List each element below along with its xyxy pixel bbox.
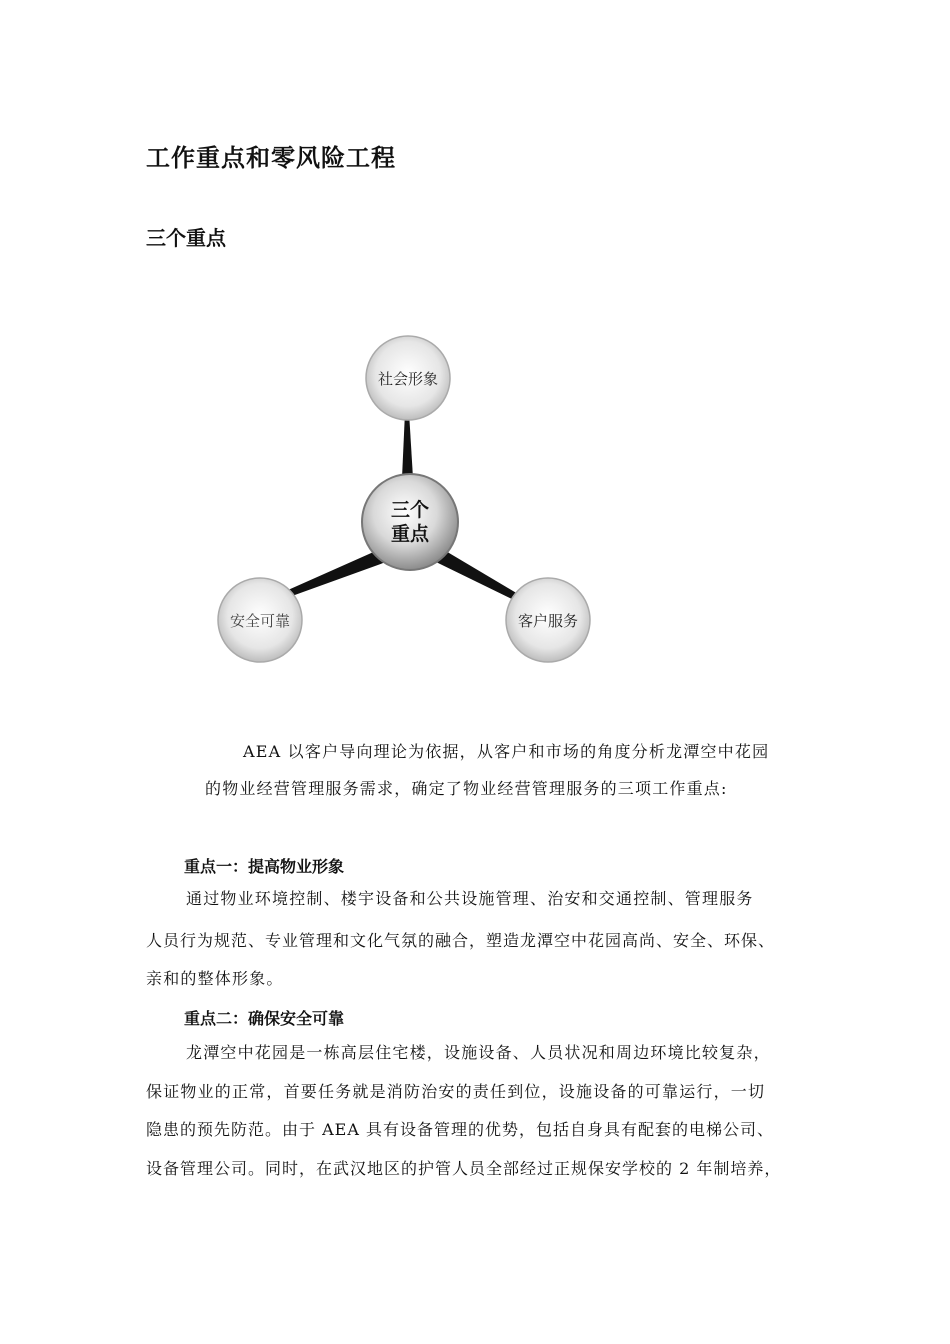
focus-2-line-2: 保证物业的正常，首要任务就是消防治安的责任到位，设施设备的可靠运行，一切: [146, 1082, 766, 1101]
three-focus-diagram: [200, 330, 620, 670]
node-right: [506, 578, 590, 662]
focus-2-line-3: 隐患的预先防范。由于 AEA 具有设备管理的优势，包括自身具有配套的电梯公司、: [146, 1120, 774, 1139]
node-left-label: 安全可靠: [229, 612, 291, 630]
node-top: [366, 336, 450, 420]
node-top-label: 社会形象: [377, 370, 439, 388]
focus-2-line-4: 设备管理公司。同时，在武汉地区的护管人员全部经过正规保安学校的 2 年制培养，: [146, 1159, 782, 1178]
intro-line-2: 的物业经营管理服务需求，确定了物业经营管理服务的三项工作重点:: [205, 779, 728, 798]
focus-2-title: 重点二：确保安全可靠: [184, 1009, 345, 1028]
focus-1-line-2: 人员行为规范、专业管理和文化气氛的融合，塑造龙潭空中花园高尚、安全、环保、: [146, 931, 776, 950]
center-label-line2: 重点: [390, 523, 430, 545]
spoke-right: [436, 550, 518, 600]
node-left: [218, 578, 302, 662]
spoke-top: [402, 412, 413, 478]
page-title: 工作重点和零风险工程: [146, 144, 396, 172]
focus-2-line-1: 龙潭空中花园是一栋高层住宅楼，设施设备、人员状况和周边环境比较复杂，: [186, 1043, 771, 1062]
spoke-left: [288, 550, 386, 596]
section-title: 三个重点: [146, 226, 226, 250]
node-center: [362, 474, 458, 570]
focus-1-line-1: 通过物业环境控制、楼宇设备和公共设施管理、治安和交通控制、管理服务: [186, 889, 754, 908]
intro-line-1: AEA 以客户导向理论为依据，从客户和市场的角度分析龙潭空中花园: [243, 742, 770, 761]
focus-1-line-3: 亲和的整体形象。: [146, 969, 284, 988]
focus-1-title: 重点一：提高物业形象: [184, 857, 345, 876]
center-label-line1: 三个: [390, 499, 430, 521]
node-right-label: 客户服务: [517, 612, 579, 630]
